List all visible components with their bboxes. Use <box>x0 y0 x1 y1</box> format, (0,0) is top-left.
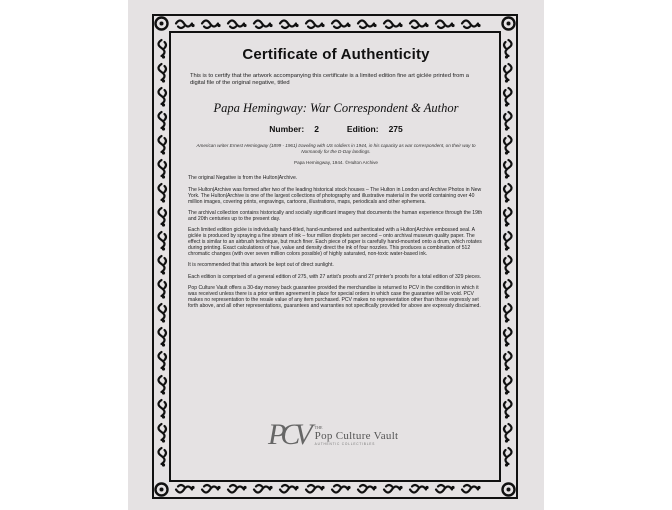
certificate-content <box>188 46 484 314</box>
border-scroll-motif <box>159 160 167 176</box>
border-scroll-motif <box>159 40 167 56</box>
border-dot-motif <box>162 55 165 58</box>
border-scroll-motif <box>176 485 192 493</box>
border-dot-motif <box>162 79 165 82</box>
border-dot-motif <box>162 319 165 322</box>
border-scroll-motif <box>462 21 478 29</box>
border-dot-motif <box>217 486 220 489</box>
border-scroll-motif <box>159 424 167 440</box>
border-dot-motif <box>162 343 165 346</box>
border-scroll-motif <box>504 232 512 248</box>
border-dot-motif <box>191 486 194 489</box>
border-scroll-motif <box>159 88 167 104</box>
number-value: 2 <box>314 124 319 135</box>
edition-field <box>347 124 403 134</box>
border-scroll-motif <box>332 21 348 29</box>
border-dot-motif <box>269 24 272 27</box>
border-scroll-motif <box>159 280 167 296</box>
border-dot-motif <box>505 223 508 226</box>
border-dot-motif <box>399 24 402 27</box>
border-dot-motif <box>505 199 508 202</box>
border-dot-motif <box>399 486 402 489</box>
border-scroll-motif <box>228 21 244 29</box>
border-dot-motif <box>191 24 194 27</box>
border-dot-motif <box>321 24 324 27</box>
border-dot-motif <box>243 24 246 27</box>
border-dot-motif <box>505 247 508 250</box>
border-dot-motif <box>425 24 428 27</box>
border-scroll-motif <box>504 328 512 344</box>
border-scroll-motif <box>504 40 512 56</box>
border-dot-motif <box>162 223 165 226</box>
border-dot-motif <box>162 367 165 370</box>
certificate-intro: This is to certify that the artwork accompanying this certificate is a limited edition fine art giclée printed from a digital file of the original negative, titled <box>190 73 470 87</box>
border-scroll-motif <box>159 136 167 152</box>
pcv-monogram: PCV <box>268 418 307 451</box>
border-dot-motif <box>162 271 165 274</box>
border-dot-motif <box>477 24 480 27</box>
number-label: Number: <box>269 124 305 135</box>
border-dot-motif <box>505 151 508 154</box>
border-scroll-motif <box>159 328 167 344</box>
certificate-title: Certificate of Authenticity <box>242 46 430 63</box>
paragraph: Each limited edition giclée is individually hand-titled, hand-numbered and authenticated with a Hulton|Archive embossed seal. A giclée is produced by spraying a fine stream of ink – four million droplets per second – onto archival museum quality paper. The effect is similar to an airbrush technique, but much finer. Each piece of paper is carefully hand-mounted onto a drum, which rotates during printing. Exact calculations of hue, value and density direct the ink of four nozzles. This produces a combination of 512 chromatic changes (with over seven million colors possible) of highly saturated, non-toxic water-based ink. <box>188 226 482 258</box>
border-scroll-motif <box>410 485 426 493</box>
border-scroll-motif <box>159 184 167 200</box>
border-scroll-motif <box>504 424 512 440</box>
border-scroll-motif <box>280 485 296 493</box>
border-scroll-motif <box>504 112 512 128</box>
border-dot-motif <box>505 463 508 466</box>
border-scroll-motif <box>159 376 167 392</box>
border-dot-motif <box>425 486 428 489</box>
border-scroll-motif <box>504 448 512 464</box>
border-scroll-motif <box>228 485 244 493</box>
border-scroll-motif <box>504 376 512 392</box>
border-dot-motif <box>505 127 508 130</box>
logo-name: Pop Culture Vault <box>314 429 399 442</box>
paragraph: The archival collection contains historically and socially significant imagery that documents the human experience through the 19th and 20th centuries up to the present day. <box>188 209 483 222</box>
border-scroll-motif <box>504 400 512 416</box>
body-paragraphs <box>188 175 484 309</box>
number-field <box>269 124 319 134</box>
border-dot-motif <box>295 24 298 27</box>
border-scroll-motif <box>504 352 512 368</box>
border-corner-dot <box>160 488 164 492</box>
border-dot-motif <box>162 295 165 298</box>
border-dot-motif <box>505 55 508 58</box>
border-dot-motif <box>321 486 324 489</box>
border-dot-motif <box>505 103 508 106</box>
border-scroll-motif <box>159 352 167 368</box>
border-scroll-motif <box>254 21 270 29</box>
artwork-title: Papa Hemingway: War Correspondent & Author <box>213 101 459 116</box>
edition-label: Edition: <box>346 124 379 135</box>
pop-culture-vault-logo <box>268 412 428 458</box>
border-dot-motif <box>505 175 508 178</box>
photo-credit: Papa Hemingway, 1944. ©Hulton Archive <box>294 160 378 166</box>
number-edition-line <box>188 124 484 134</box>
border-scroll-motif <box>332 485 348 493</box>
border-scroll-motif <box>159 232 167 248</box>
border-scroll-motif <box>306 21 322 29</box>
border-scroll-motif <box>436 21 452 29</box>
border-scroll-motif <box>462 485 478 493</box>
border-dot-motif <box>162 415 165 418</box>
edition-value: 275 <box>388 124 403 135</box>
border-scroll-motif <box>159 448 167 464</box>
border-dot-motif <box>347 24 350 27</box>
border-scroll-motif <box>202 485 218 493</box>
border-dot-motif <box>217 24 220 27</box>
paragraph: The original Negative is from the Hulton|Archive. <box>188 175 298 182</box>
logo-tagline: AUTHENTIC COLLECTIBLES <box>314 441 376 446</box>
border-scroll-motif <box>384 485 400 493</box>
border-dot-motif <box>505 343 508 346</box>
border-dot-motif <box>162 199 165 202</box>
border-dot-motif <box>505 79 508 82</box>
photo-caption: American writer Ernest Hemingway (1899 - 1961) traveling with US soldiers in 1944, in his capacity as war correspondent, on their way to Normandy for the D-Day landings. <box>196 143 476 155</box>
border-dot-motif <box>162 439 165 442</box>
border-dot-motif <box>505 271 508 274</box>
border-scroll-motif <box>159 304 167 320</box>
border-dot-motif <box>347 486 350 489</box>
border-dot-motif <box>162 151 165 154</box>
border-scroll-motif <box>504 184 512 200</box>
border-dot-motif <box>269 486 272 489</box>
border-scroll-motif <box>504 256 512 272</box>
border-scroll-motif <box>410 21 426 29</box>
border-scroll-motif <box>176 21 192 29</box>
border-scroll-motif <box>358 485 374 493</box>
border-dot-motif <box>505 391 508 394</box>
border-dot-motif <box>243 486 246 489</box>
paragraph: The Hulton|Archive was formed after two of the leading historical stock houses – The Hulton in London and Archive Photos in New York. The Hulton|Archive is one of the largest collections of photography and illustrative material in the world containing over 40 million images, covering prints, engravings, cartoons, illustrations, maps, periodicals and other ephemera. <box>188 186 482 205</box>
paragraph: Pop Culture Vault offers a 30-day money back guarantee provided the merchandise is returned to PCV in the condition in which it was received unless there is a prior written agreement in place for special orders in which case the guarantee will be void. PCV makes no representation to the resale value of any item purchased. PCV makes no representation other than those expressly set forth above, and all other representations, guarantees and warranties not specifically provided for above are expressly disclaimed. <box>188 284 481 309</box>
paragraph: Each edition is comprised of a general edition of 275, with 27 artist's proofs and 27 printer's proofs for a total edition of 329 pieces. <box>188 273 482 280</box>
border-scroll-motif <box>306 485 322 493</box>
border-scroll-motif <box>504 280 512 296</box>
paragraph: It is recommended that this artwork be kept out of direct sunlight. <box>188 262 334 269</box>
border-scroll-motif <box>436 485 452 493</box>
border-scroll-motif <box>280 21 296 29</box>
border-scroll-motif <box>159 208 167 224</box>
border-corner-dot <box>507 22 511 26</box>
logo-the: THE <box>314 424 323 430</box>
border-scroll-motif <box>504 304 512 320</box>
border-dot-motif <box>162 463 165 466</box>
border-scroll-motif <box>504 208 512 224</box>
border-dot-motif <box>162 103 165 106</box>
border-scroll-motif <box>159 64 167 80</box>
border-corner-dot <box>507 488 511 492</box>
border-scroll-motif <box>504 64 512 80</box>
border-scroll-motif <box>504 88 512 104</box>
logo-text <box>315 425 399 446</box>
border-scroll-motif <box>159 256 167 272</box>
border-scroll-motif <box>159 112 167 128</box>
border-dot-motif <box>162 247 165 250</box>
border-dot-motif <box>477 486 480 489</box>
border-scroll-motif <box>159 400 167 416</box>
border-dot-motif <box>162 127 165 130</box>
border-dot-motif <box>295 486 298 489</box>
border-corner-dot <box>160 22 164 26</box>
border-dot-motif <box>505 415 508 418</box>
border-dot-motif <box>505 295 508 298</box>
border-scroll-motif <box>504 160 512 176</box>
border-dot-motif <box>373 24 376 27</box>
border-dot-motif <box>162 391 165 394</box>
border-dot-motif <box>505 439 508 442</box>
border-scroll-motif <box>254 485 270 493</box>
border-scroll-motif <box>358 21 374 29</box>
border-scroll-motif <box>384 21 400 29</box>
border-dot-motif <box>373 486 376 489</box>
border-dot-motif <box>451 486 454 489</box>
border-scroll-motif <box>202 21 218 29</box>
border-dot-motif <box>451 24 454 27</box>
border-dot-motif <box>505 319 508 322</box>
border-dot-motif <box>162 175 165 178</box>
border-dot-motif <box>505 367 508 370</box>
border-scroll-motif <box>504 136 512 152</box>
